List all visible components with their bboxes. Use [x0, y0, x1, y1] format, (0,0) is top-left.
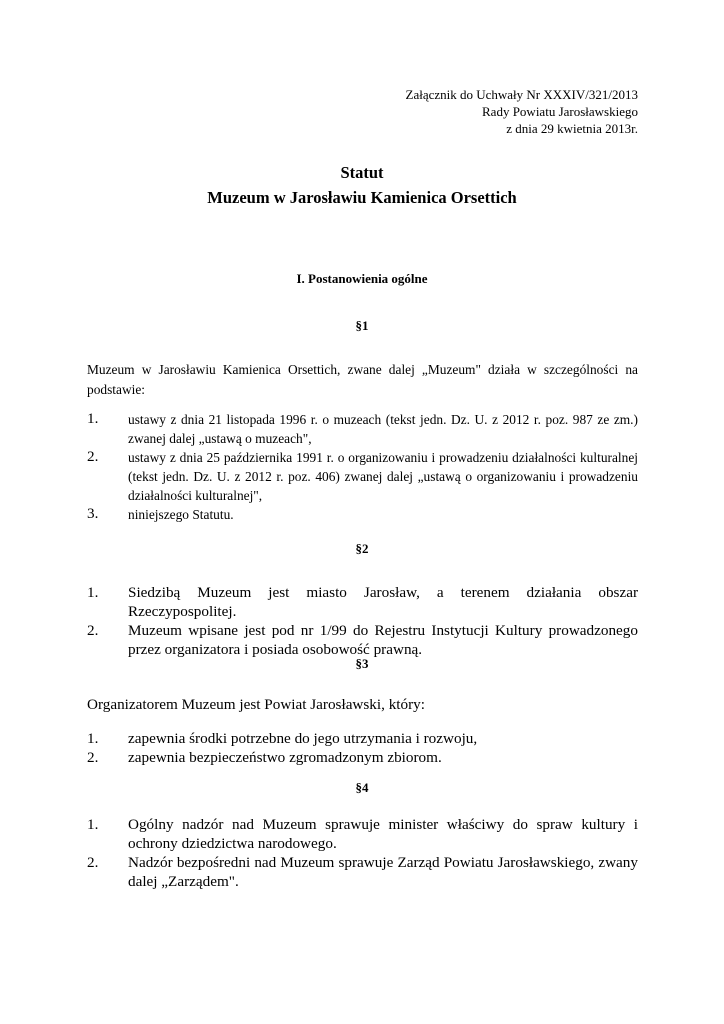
- list-item: [87, 410, 638, 448]
- list-item-number: 1.: [87, 816, 99, 833]
- attachment-header: [406, 86, 639, 137]
- list-item-text: niniejszego Statutu.: [128, 507, 234, 522]
- list-item-text: Ogólny nadzór nad Muzeum sprawuje minister właściwy do spraw kultury i ochrony dziedzictwa narodowego.: [128, 816, 638, 852]
- list-item: [87, 448, 638, 505]
- chapter-heading: I. Postanowienia ogólne: [296, 271, 428, 286]
- list-item-text: ustawy z dnia 21 listopada 1996 r. o muzeach (tekst jedn. Dz. U. z 2012 r. poz. 987 ze zm.) zwanej dalej „ustawą o muzeach",: [128, 412, 638, 446]
- list-item-text: Muzeum wpisane jest pod nr 1/99 do Rejestru Instytucji Kultury prowadzonego przez organizatora i posiada osobowość prawną.: [128, 622, 638, 658]
- list-item: [87, 815, 638, 853]
- list-item-text: zapewnia bezpieczeństwo zgromadzonym zbiorom.: [128, 749, 442, 766]
- list-item-text: Siedzibą Muzeum jest miasto Jarosław, a terenem działania obszar Rzeczypospolitej.: [128, 584, 638, 620]
- list-item-number: 1.: [87, 584, 99, 601]
- list-item: [87, 853, 638, 891]
- list-item: [87, 583, 638, 621]
- list-item-text: ustawy z dnia 25 października 1991 r. o organizowaniu i prowadzeniu działalności kulturalnej (tekst jedn. Dz. U. z 2012 r. poz. 406) zwanej dalej „ustawą o organizowaniu i prowadzeniu działalności kulturalnej",: [128, 450, 638, 503]
- section-2-list: [87, 583, 638, 659]
- section-4-list: [87, 815, 638, 891]
- list-item-number: 2.: [87, 854, 99, 871]
- section-3-list: [87, 729, 638, 767]
- header-line-1: Załącznik do Uchwały Nr XXXIV/321/2013: [405, 87, 638, 102]
- list-item-number: 2.: [87, 448, 99, 465]
- list-item-text: Nadzór bezpośredni nad Muzeum sprawuje Zarząd Powiatu Jarosławskiego, zwany dalej „Zarządem".: [128, 854, 638, 890]
- list-item: [87, 748, 638, 767]
- section-3-intro: Organizatorem Muzeum jest Powiat Jarosławski, który:: [87, 696, 425, 713]
- section-4-heading: §4: [355, 780, 369, 795]
- header-line-2: Rady Powiatu Jarosławskiego: [482, 104, 638, 119]
- document-subtitle: Muzeum w Jarosławiu Kamienica Orsettich: [207, 188, 517, 207]
- list-item-number: 3.: [87, 505, 99, 522]
- section-1-heading: §1: [355, 318, 369, 333]
- section-1-intro: Muzeum w Jarosławiu Kamienica Orsettich, zwane dalej „Muzeum" działa w szczególności na podstawie:: [87, 362, 638, 397]
- list-item-number: 1.: [87, 410, 99, 427]
- section-3-heading: §3: [355, 656, 369, 671]
- section-2-heading: §2: [355, 541, 369, 556]
- list-item-text: zapewnia środki potrzebne do jego utrzymania i rozwoju,: [128, 730, 478, 747]
- list-item: [87, 621, 638, 659]
- document-title: Statut: [340, 163, 384, 182]
- list-item: [87, 505, 638, 524]
- list-item-number: 2.: [87, 749, 99, 766]
- list-item-number: 1.: [87, 730, 99, 747]
- header-line-3: z dnia 29 kwietnia 2013r.: [506, 121, 638, 136]
- list-item: [87, 729, 638, 748]
- list-item-number: 2.: [87, 622, 99, 639]
- section-1-list: [87, 410, 638, 524]
